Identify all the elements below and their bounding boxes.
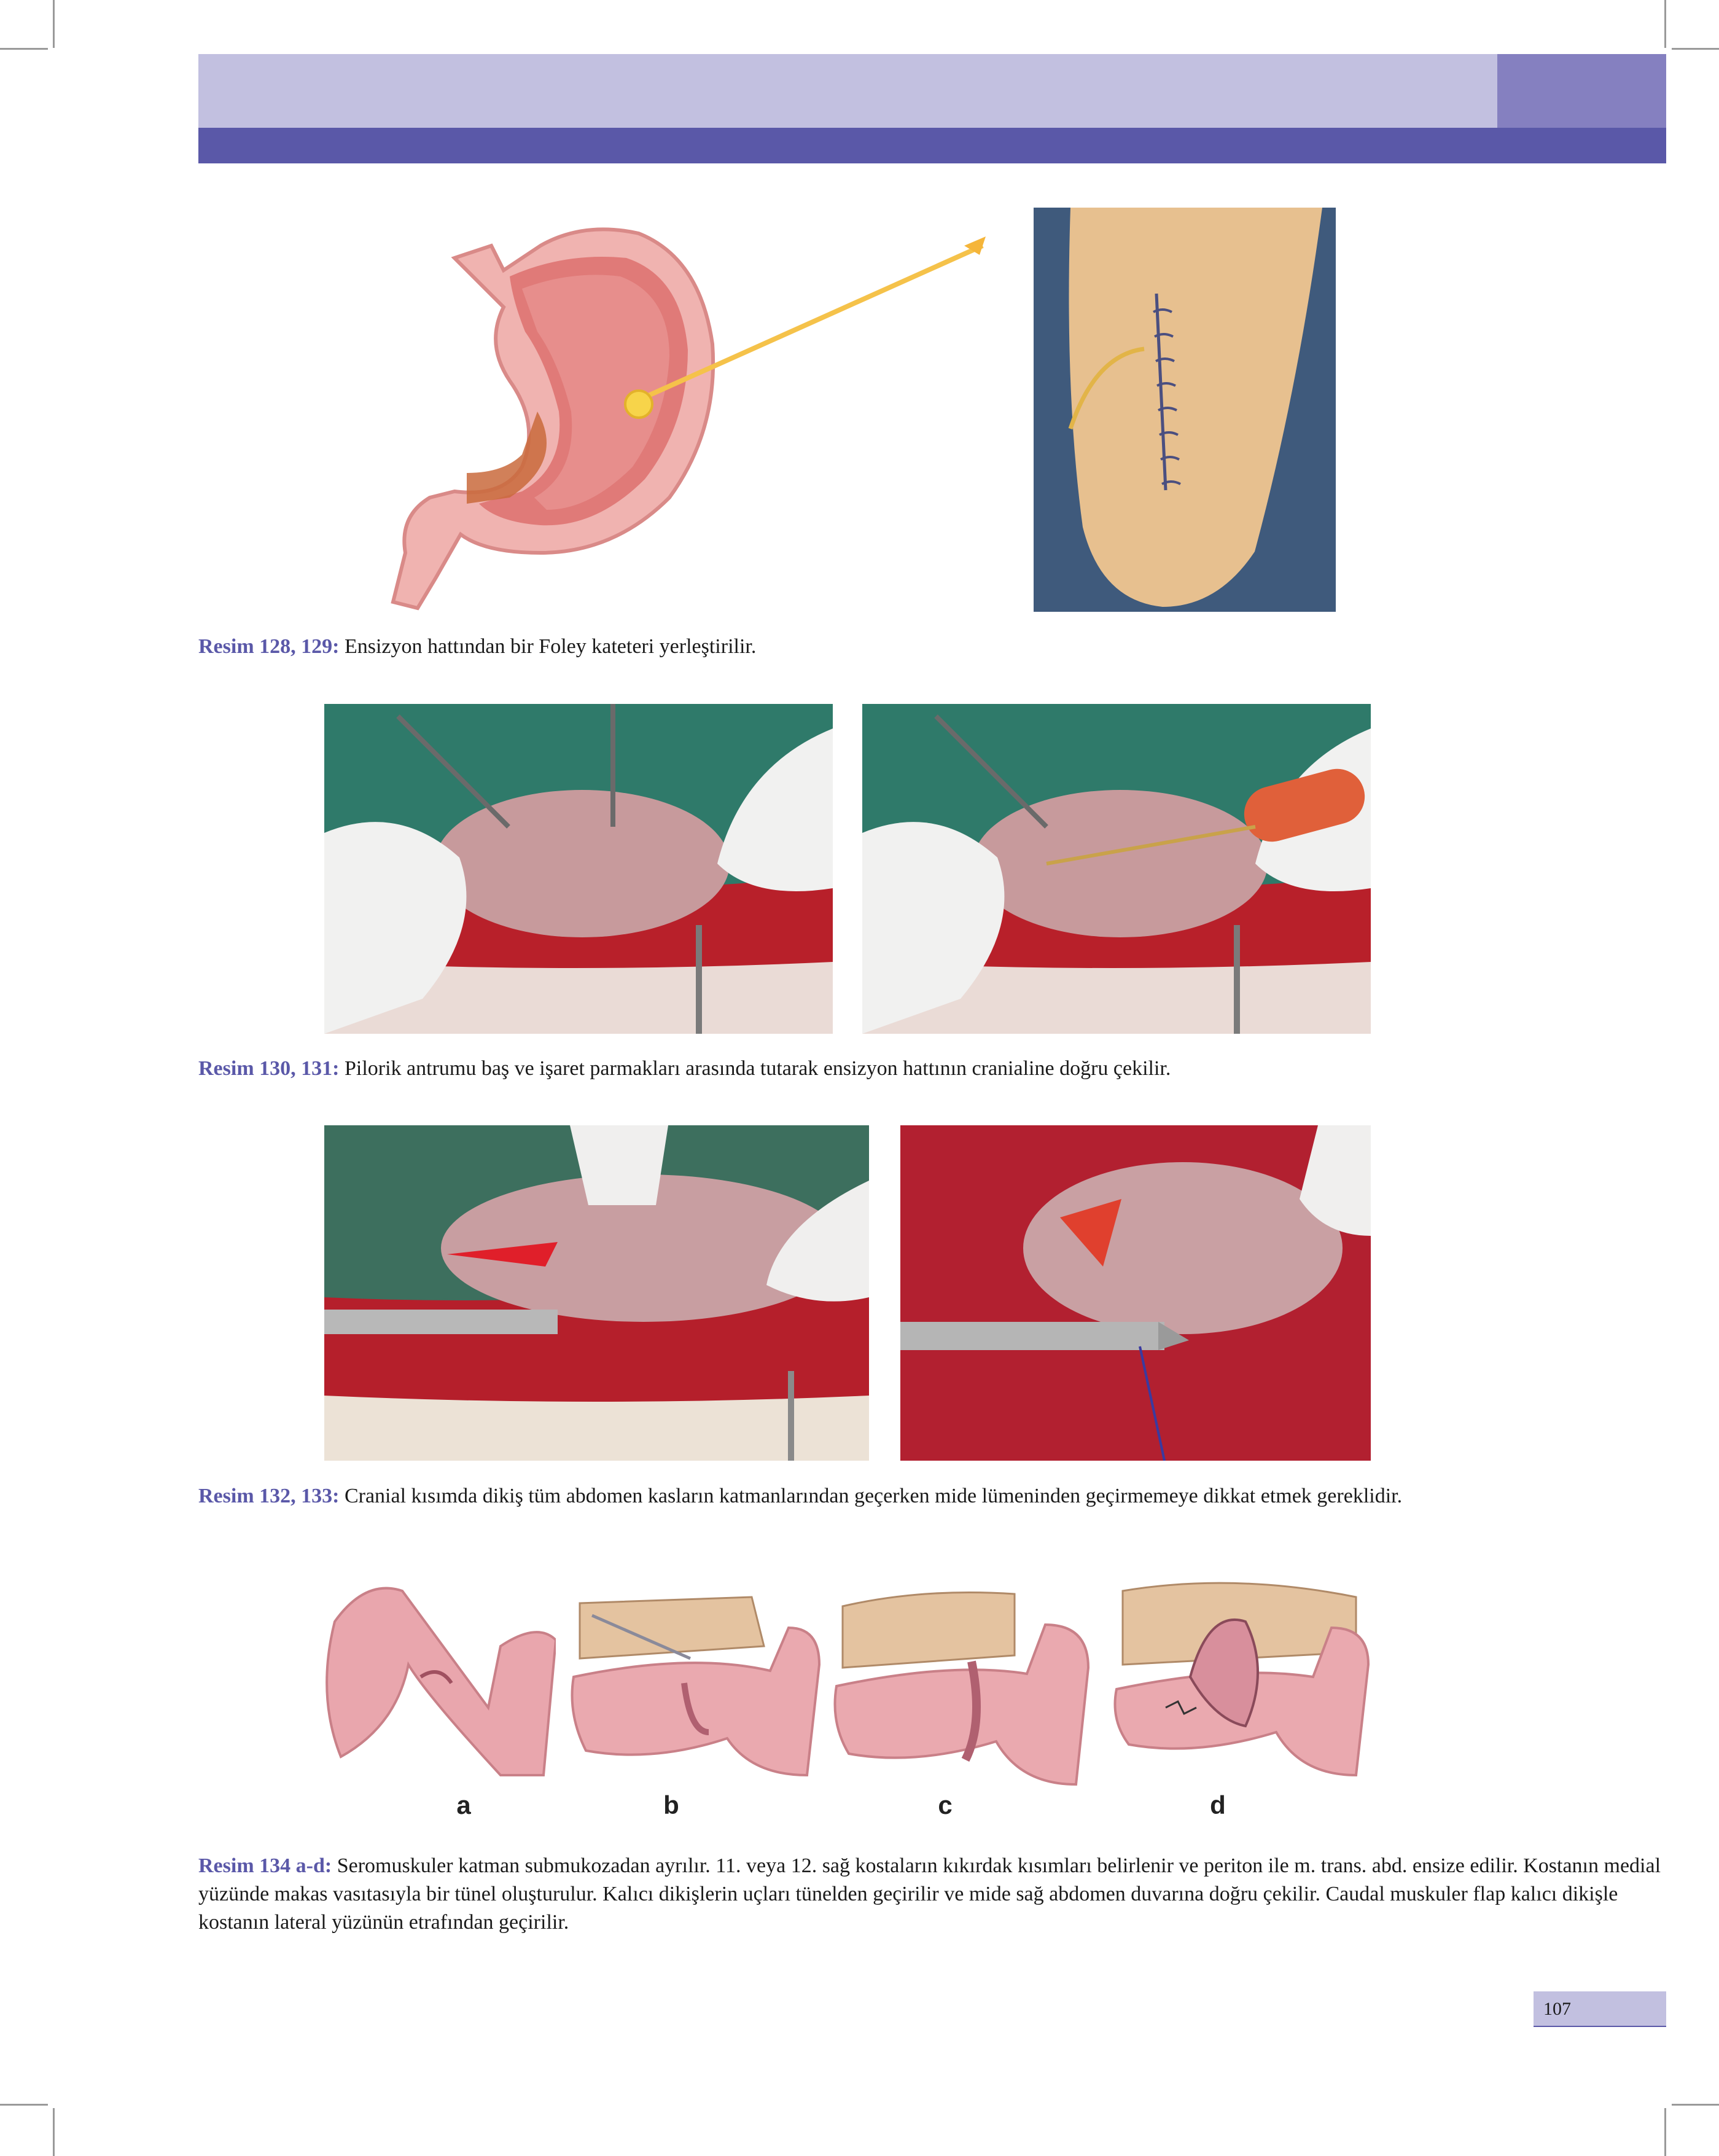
stomach-foley-diagram [381, 209, 989, 611]
header-bar [198, 54, 1497, 128]
caption-text: Seromuskuler katman submukozadan ayrılır. 11. veya 12. sağ kostaların kıkırdak kısımları belirlenir ve periton ile m. trans. abd. ensize edilir. Kostanın medial yüzünde makas vasıtasıyla bir tünel oluşturulur. Kalıcı dikişlerin uçları tünelden geçirilir ve mide sağ abdomen duvarına doğru çekilir. Caudal muskuler flap kalıcı dikişle kostanın lateral yüzünün etrafından geçirilir. [198, 1854, 1661, 1934]
crop-mark [0, 48, 48, 50]
figure-caption [198, 1482, 1666, 1510]
caption-ref: Resim 132, 133: [198, 1485, 340, 1507]
gastropexy-step-c [830, 1588, 1094, 1791]
cranial-suture-photo-133 [900, 1125, 1371, 1461]
cranial-suture-photo-132 [324, 1125, 869, 1461]
sutured-skin-photo [1034, 208, 1336, 612]
caption-text: Cranial kısımda dikiş tüm abdomen kasların katmanlarından geçerken mide lümeninden geçirmemeye dikkat etmek gereklidir. [339, 1485, 1403, 1507]
crop-mark [53, 0, 55, 48]
header-tab [1497, 54, 1666, 128]
crop-mark [1664, 2108, 1666, 2156]
crop-mark [0, 2104, 48, 2106]
crop-mark [1664, 0, 1666, 48]
caption-text: Pilorik antrumu baş ve işaret parmakları arasında tutarak ensizyon hattının cranialine doğru çekilir. [339, 1057, 1171, 1080]
caption-ref: Resim 134 a-d: [198, 1854, 332, 1877]
pyloric-antrum-photo-130 [324, 704, 833, 1034]
page-number: 107 [1534, 1991, 1666, 2027]
pyloric-antrum-photo-131 [862, 704, 1371, 1034]
figure-caption [198, 633, 1666, 661]
header-band [198, 128, 1666, 163]
crop-mark [1672, 48, 1719, 50]
crop-mark [53, 2108, 55, 2156]
gastropexy-step-a [316, 1572, 556, 1781]
figure-caption [198, 1055, 1666, 1083]
caption-ref: Resim 130, 131: [198, 1057, 340, 1080]
caption-ref: Resim 128, 129: [198, 635, 340, 658]
crop-mark [1672, 2104, 1719, 2106]
sequence-label-a: a [456, 1791, 471, 1819]
figure-caption [198, 1852, 1666, 1937]
gastropexy-step-b [567, 1591, 825, 1787]
gastropexy-step-d [1110, 1572, 1374, 1781]
sequence-label-b: b [663, 1791, 679, 1819]
sequence-label-c: c [938, 1791, 953, 1819]
sequence-label-d: d [1210, 1791, 1226, 1819]
caption-text: Ensizyon hattından bir Foley kateteri yerleştirilir. [339, 635, 757, 658]
